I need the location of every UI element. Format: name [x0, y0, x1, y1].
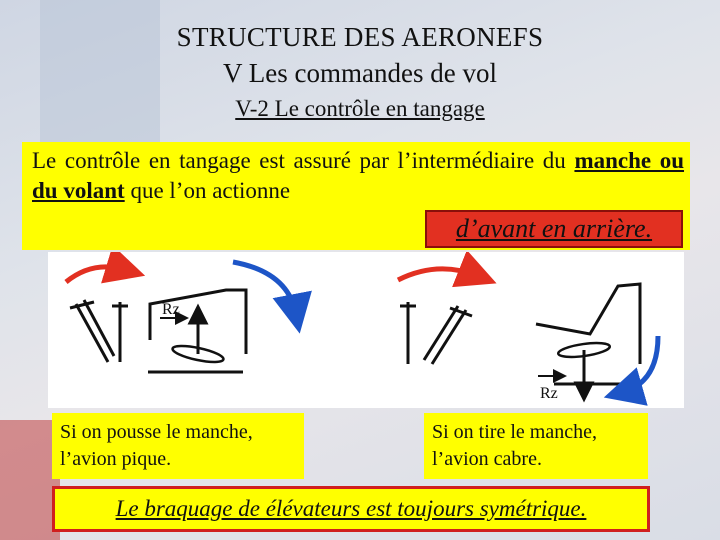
conclusion-text: Le braquage de élévateurs est toujours symétrique.: [115, 496, 587, 521]
intro-emphasis: manche ou du volant: [32, 148, 685, 203]
left-stick-icon: [70, 300, 128, 362]
right-stick-arrow-icon: [398, 269, 478, 280]
caption-pull: Si on tire le manche, l’avion cabre.: [424, 413, 648, 479]
page-title: STRUCTURE DES AERONEFS: [176, 22, 544, 52]
highlight-box: [425, 210, 683, 248]
right-tail-icon: [536, 284, 640, 384]
intro-paragraph: [32, 146, 684, 206]
conclusion-box: [52, 486, 650, 532]
diagram-svg: [48, 252, 684, 408]
section-title: V Les commandes de vol: [223, 58, 497, 88]
right-stick-icon: [400, 302, 472, 364]
background-red-patch: [0, 420, 60, 540]
intro-text-before: Le contrôle en tangage est assuré par l’intermédiaire du: [32, 148, 575, 173]
right-scenario: [398, 269, 658, 402]
right-rz-label: Rz: [540, 385, 558, 402]
subsection-title: V-2 Le contrôle en tangage: [235, 96, 485, 121]
pitch-control-diagram: [48, 252, 684, 408]
highlight-text: d’avant en arrière.: [455, 214, 653, 243]
left-scenario: [66, 262, 296, 372]
left-pitch-arrow-icon: [233, 262, 296, 314]
intro-text-after: que l’on actionne: [124, 177, 291, 203]
caption-push: Si on pousse le manche, l’avion pique.: [52, 413, 304, 479]
left-stick-arrow-icon: [66, 267, 126, 282]
left-rz-label: Rz: [162, 301, 180, 318]
